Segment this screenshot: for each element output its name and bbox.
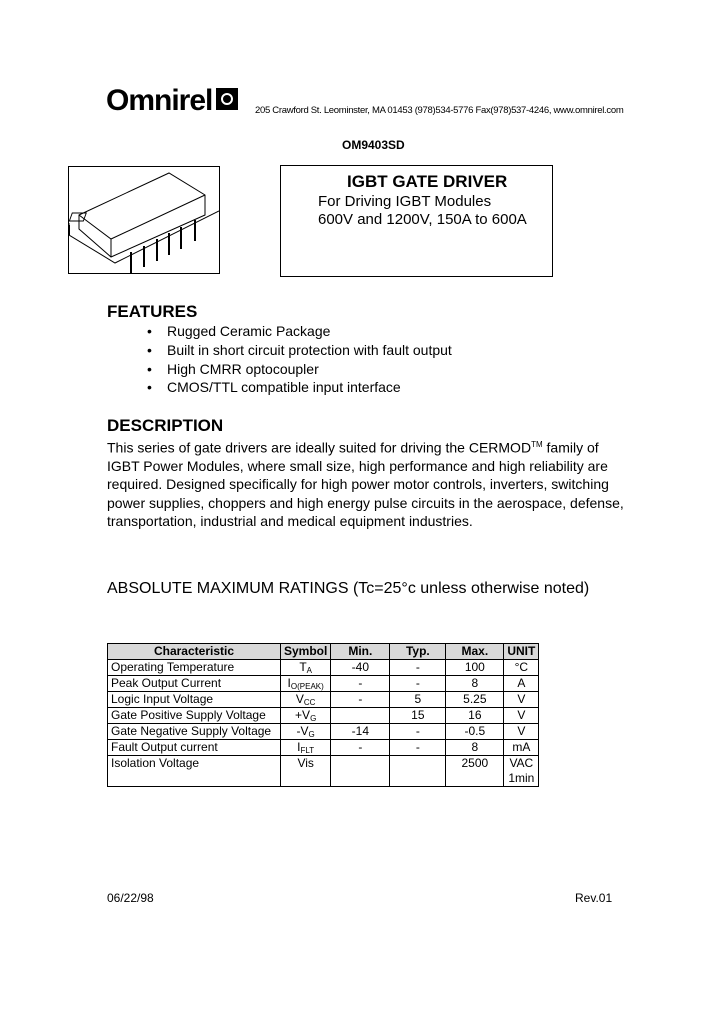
feature-item — [147, 379, 401, 395]
unit-text: V — [517, 692, 526, 706]
table-row — [108, 692, 539, 708]
unit — [504, 724, 539, 740]
col-unit: UNIT — [504, 644, 539, 660]
feature-item — [147, 361, 319, 377]
min-value: -14 — [331, 724, 390, 740]
unit-text: V — [517, 724, 526, 738]
unit — [504, 676, 539, 692]
symbol-subscript: O(PEAK) — [290, 682, 324, 691]
col-symbol: Symbol — [281, 644, 331, 660]
max-value: 2500 — [446, 756, 504, 787]
max-value: 16 — [446, 708, 504, 724]
description-heading: DESCRIPTION — [107, 416, 224, 435]
max-value: 8 — [446, 676, 504, 692]
feature-text: Rugged Ceramic Package — [167, 323, 331, 339]
package-image — [68, 166, 220, 274]
features-heading: FEATURES — [107, 302, 198, 321]
characteristic: Operating Temperature — [108, 660, 281, 676]
symbol — [281, 756, 331, 787]
min-value: - — [331, 676, 390, 692]
table-row — [108, 708, 539, 724]
max-value: 8 — [446, 740, 504, 756]
trademark: TM — [531, 440, 543, 449]
min-value: -40 — [331, 660, 390, 676]
unit-text: °C — [514, 660, 529, 674]
typ-value: 5 — [390, 692, 446, 708]
company-logo: Omnirel — [106, 84, 213, 117]
unit — [504, 660, 539, 676]
feature-text: Built in short circuit protection with fault output — [167, 342, 452, 358]
characteristic: Gate Negative Supply Voltage — [108, 724, 281, 740]
table-header-row — [108, 644, 539, 660]
min-value: - — [331, 740, 390, 756]
col-typ: Typ. — [390, 644, 446, 660]
typ-value — [390, 756, 446, 787]
bullet: • — [147, 379, 152, 395]
symbol-main: +V — [295, 708, 311, 722]
part-number: OM9403SD — [342, 138, 405, 152]
typ-value: 15 — [390, 708, 446, 724]
unit-text-2: 1min — [508, 771, 535, 785]
unit-text: VAC — [509, 756, 534, 770]
table-row — [108, 756, 539, 787]
symbol-main: I — [297, 740, 301, 754]
table-row — [108, 676, 539, 692]
unit — [504, 756, 539, 787]
characteristic: Peak Output Current — [108, 676, 281, 692]
table-row — [108, 660, 539, 676]
min-value: - — [331, 692, 390, 708]
max-value: -0.5 — [446, 724, 504, 740]
bullet: • — [147, 342, 152, 358]
product-title: IGBT GATE DRIVER — [347, 172, 508, 191]
symbol-subscript: G — [308, 730, 315, 739]
symbol-subscript: G — [310, 714, 317, 723]
characteristic: Isolation Voltage — [108, 756, 281, 787]
ratings-table — [107, 643, 539, 787]
unit — [504, 740, 539, 756]
symbol-subscript: FLT — [300, 746, 315, 755]
symbol — [281, 740, 331, 756]
max-value: 100 — [446, 660, 504, 676]
characteristic: Gate Positive Supply Voltage — [108, 708, 281, 724]
bullet: • — [147, 361, 152, 377]
feature-item — [147, 342, 452, 358]
symbol-main: Vis — [297, 756, 314, 770]
symbol — [281, 660, 331, 676]
ratings-heading: ABSOLUTE MAXIMUM RATINGS (Tc=25°c unless otherwise noted) — [107, 580, 590, 597]
typ-value: - — [390, 676, 446, 692]
product-subtitle: For Driving IGBT Modules — [318, 193, 492, 210]
unit-text: A — [517, 676, 526, 690]
max-value: 5.25 — [446, 692, 504, 708]
symbol-subscript: A — [306, 666, 313, 675]
description-text — [107, 436, 627, 530]
feature-item — [147, 323, 330, 339]
table-row — [108, 740, 539, 756]
characteristic: Logic Input Voltage — [108, 692, 281, 708]
characteristic: Fault Output current — [108, 740, 281, 756]
ic-package-icon — [69, 167, 219, 273]
symbol-main: V — [295, 692, 304, 706]
min-value — [331, 708, 390, 724]
feature-text: High CMRR optocoupler — [167, 361, 319, 377]
desc-part: This series of gate drivers are ideally suited for driving the CERMOD — [107, 439, 532, 456]
product-ratings: 600V and 1200V, 150A to 600A — [318, 211, 527, 228]
col-min: Min. — [331, 644, 390, 660]
symbol-main: -V — [296, 724, 309, 738]
company-address: 205 Crawford St. Leominster, MA 01453 (978)534-5776 Fax(978)537-4246, www.omnirel.com — [255, 105, 624, 116]
feature-text: CMOS/TTL compatible input interface — [167, 379, 401, 395]
symbol — [281, 708, 331, 724]
footer-date: 06/22/98 — [107, 891, 154, 905]
bullet: • — [147, 323, 152, 339]
symbol-subscript: CC — [303, 698, 316, 707]
typ-value: - — [390, 660, 446, 676]
typ-value: - — [390, 740, 446, 756]
symbol — [281, 724, 331, 740]
symbol-main: T — [299, 660, 307, 674]
unit-text: mA — [512, 740, 531, 754]
footer-revision: Rev.01 — [575, 891, 613, 905]
symbol — [281, 692, 331, 708]
logo-icon — [216, 88, 238, 110]
desc-part: family of IGBT Power Modules, where small size, high performance and high reliability are required. Designed specifically for high power motor controls, inverters, switching power supplies, choppers and high energy pulse circuits in the aerospace, defense, transportation, industrial and medical equipment industries. — [107, 439, 624, 529]
min-value — [331, 756, 390, 787]
col-characteristic: Characteristic — [108, 644, 281, 660]
table-row — [108, 724, 539, 740]
unit — [504, 692, 539, 708]
symbol — [281, 676, 331, 692]
unit — [504, 708, 539, 724]
typ-value: - — [390, 724, 446, 740]
unit-text: V — [517, 708, 526, 722]
symbol-main: I — [287, 676, 291, 690]
col-max: Max. — [446, 644, 504, 660]
